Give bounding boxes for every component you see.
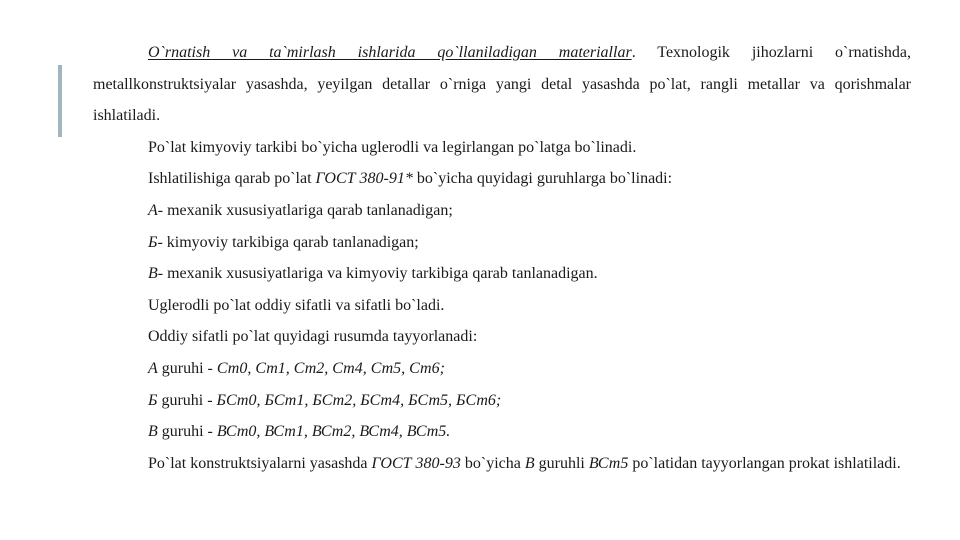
final-text-after: po`latidan tayyorlangan prokat ishlatiladi. <box>628 454 901 472</box>
grade-item-v <box>93 416 911 448</box>
grade-letter: Б <box>148 391 158 409</box>
usage-text-before: Ishlatilishiga qarab po`lat <box>148 170 316 188</box>
composition-paragraph: Po`lat kimyoviy tarkibi bo`yicha uglerodli va legirlangan po`latga bo`linadi. <box>148 138 637 156</box>
section-heading-end: . <box>631 44 636 61</box>
grade-reference: ВСт5 <box>588 454 629 472</box>
standard-reference: ГОСТ 380-91* <box>315 170 413 188</box>
usage-paragraph <box>93 163 911 195</box>
grade-list: Ст0, Ст1, Ст2, Ст4, Ст5, Ст6; <box>216 359 445 377</box>
grade-letter: В <box>148 423 158 441</box>
grade-item-a <box>93 353 911 385</box>
group-item-b <box>93 227 911 259</box>
grade-label: guruhi - <box>157 359 217 377</box>
accent-bar <box>58 65 62 137</box>
group-description: - mexanik xususiyatlariga qarab tanlanadigan; <box>157 201 453 219</box>
grade-list: ВСт0, ВСт1, ВСт2, ВСт4, ВСт5. <box>216 423 451 441</box>
group-item-v <box>93 258 911 290</box>
intro-text: Texnologik jihozlarni o`rnatishda, metallkonstruktsiyalar yasashda, yeyilgan detallar o`rniga yangi detal yasashda po`lat, rangli metallar va qorishmalar ishlatiladi. <box>93 44 912 125</box>
grade-item-b <box>93 385 911 417</box>
grade-letter: А <box>148 359 158 377</box>
section-heading: O`rnatish va ta`mirlash ishlarida qo`llaniladigan materiallar <box>148 44 632 61</box>
group-letter: А <box>148 201 158 219</box>
group-description: - kimyoviy tarkibiga qarab tanlanadigan; <box>157 233 419 251</box>
group-description: - mexanik xususiyatlariga va kimyoviy tarkibiga qarab tanlanadigan. <box>157 265 598 283</box>
carbon-steel-paragraph: Uglerodli po`lat oddiy sifatli va sifatli bo`ladi. <box>148 296 445 314</box>
final-text-mid: guruhli <box>534 454 589 472</box>
document-body <box>93 37 911 479</box>
grade-label: guruhi - <box>157 391 217 409</box>
grade-list: БСт0, БСт1, БСт2, БСт4, БСт5, БСт6; <box>216 391 502 409</box>
usage-text-after: bo`yicha quyidagi guruhlarga bo`linadi: <box>412 170 673 188</box>
group-letter: В <box>148 265 158 283</box>
group-item-a <box>93 195 911 227</box>
intro-paragraph <box>93 37 911 132</box>
group-letter: Б <box>148 233 158 251</box>
final-paragraph <box>93 448 911 480</box>
grade-label: guruhi - <box>157 423 217 441</box>
final-text-mid: bo`yicha <box>460 454 525 472</box>
final-text-before: Po`lat konstruktsiyalarni yasashda <box>148 454 372 472</box>
ordinary-quality-paragraph: Oddiy sifatli po`lat quyidagi rusumda tayyorlanadi: <box>148 328 478 346</box>
group-letter: В <box>524 454 535 472</box>
standard-reference: ГОСТ 380-93 <box>371 454 461 472</box>
